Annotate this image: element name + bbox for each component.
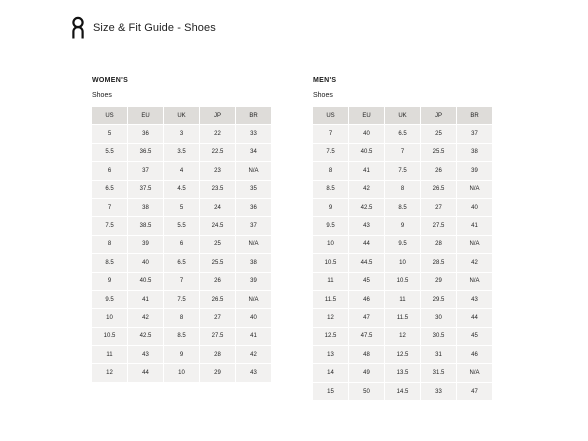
table-cell: 28 xyxy=(200,346,235,363)
table-cell: 39 xyxy=(128,236,163,253)
table-cell: 40.5 xyxy=(349,144,384,161)
table-row xyxy=(313,254,492,271)
table-cell: 8.5 xyxy=(385,199,420,216)
table-cell: 38 xyxy=(457,144,492,161)
table-cell: 12 xyxy=(92,364,127,381)
column-header-uk: UK xyxy=(164,107,199,124)
table-cell: 33 xyxy=(236,125,271,142)
table-cell: 11 xyxy=(92,346,127,363)
table-cell: 44.5 xyxy=(349,254,384,271)
table-row xyxy=(313,383,492,400)
womens-subtitle: Shoes xyxy=(92,92,112,99)
table-cell: 38.5 xyxy=(128,217,163,234)
column-header-us: US xyxy=(92,107,127,124)
table-row xyxy=(313,328,492,345)
table-cell: 27 xyxy=(200,309,235,326)
table-cell: 5 xyxy=(164,199,199,216)
table-cell: 31 xyxy=(421,346,456,363)
table-cell: 41 xyxy=(457,217,492,234)
table-cell: 6.5 xyxy=(385,125,420,142)
table-row xyxy=(92,236,271,253)
table-cell: 7 xyxy=(92,199,127,216)
table-header-row xyxy=(313,107,492,124)
table-cell: 22.5 xyxy=(200,144,235,161)
table-row xyxy=(313,291,492,308)
table-cell: 25 xyxy=(421,125,456,142)
table-cell: 50 xyxy=(349,383,384,400)
table-cell: 26.5 xyxy=(200,291,235,308)
table-cell: 11.5 xyxy=(385,309,420,326)
table-cell: 23 xyxy=(200,162,235,179)
womens-size-table xyxy=(91,106,272,383)
table-cell: 8.5 xyxy=(164,328,199,345)
table-cell: 28 xyxy=(421,236,456,253)
table-cell: 25.5 xyxy=(200,254,235,271)
table-cell: 5 xyxy=(92,125,127,142)
table-cell: N/A xyxy=(236,236,271,253)
table-cell: 6 xyxy=(164,236,199,253)
table-row xyxy=(92,328,271,345)
table-cell: 23.5 xyxy=(200,181,235,198)
table-cell: 47 xyxy=(457,383,492,400)
column-header-eu: EU xyxy=(128,107,163,124)
table-cell: 12.5 xyxy=(385,346,420,363)
table-cell: 7 xyxy=(164,273,199,290)
table-cell: 45 xyxy=(349,273,384,290)
table-row xyxy=(92,309,271,326)
table-cell: 36.5 xyxy=(128,144,163,161)
table-cell: 42.5 xyxy=(349,199,384,216)
table-cell: 7.5 xyxy=(164,291,199,308)
table-cell: 26 xyxy=(421,162,456,179)
table-cell: 49 xyxy=(349,364,384,381)
table-cell: 44 xyxy=(128,364,163,381)
table-cell: 42 xyxy=(236,346,271,363)
table-row xyxy=(313,309,492,326)
table-cell: 8 xyxy=(385,181,420,198)
table-cell: N/A xyxy=(457,364,492,381)
page-title: Size & Fit Guide - Shoes xyxy=(93,22,216,34)
table-cell: 42.5 xyxy=(128,328,163,345)
table-row xyxy=(92,291,271,308)
table-cell: 41 xyxy=(128,291,163,308)
table-cell: 40 xyxy=(128,254,163,271)
table-cell: 33 xyxy=(421,383,456,400)
table-cell: 42 xyxy=(457,254,492,271)
table-cell: 27 xyxy=(421,199,456,216)
column-header-us: US xyxy=(313,107,348,124)
table-row xyxy=(313,273,492,290)
column-header-br: BR xyxy=(236,107,271,124)
table-cell: 11 xyxy=(385,291,420,308)
page-header xyxy=(70,16,216,40)
table-cell: 41 xyxy=(236,328,271,345)
table-cell: 9.5 xyxy=(313,217,348,234)
table-cell: 37.5 xyxy=(128,181,163,198)
table-row xyxy=(313,217,492,234)
table-cell: 10 xyxy=(313,236,348,253)
table-cell: 41 xyxy=(349,162,384,179)
table-cell: 12 xyxy=(313,309,348,326)
table-cell: N/A xyxy=(457,181,492,198)
table-cell: 9.5 xyxy=(385,236,420,253)
table-cell: 43 xyxy=(128,346,163,363)
table-cell: 44 xyxy=(349,236,384,253)
table-row xyxy=(92,273,271,290)
table-cell: 10 xyxy=(164,364,199,381)
table-cell: 45 xyxy=(457,328,492,345)
table-cell: 10 xyxy=(92,309,127,326)
table-cell: 37 xyxy=(457,125,492,142)
table-cell: 3 xyxy=(164,125,199,142)
table-cell: 28.5 xyxy=(421,254,456,271)
table-cell: 11.5 xyxy=(313,291,348,308)
table-cell: 10.5 xyxy=(385,273,420,290)
table-row xyxy=(92,162,271,179)
table-cell: 14.5 xyxy=(385,383,420,400)
table-cell: 3.5 xyxy=(164,144,199,161)
table-cell: 38 xyxy=(236,254,271,271)
table-cell: 4.5 xyxy=(164,181,199,198)
table-cell: 25 xyxy=(200,236,235,253)
mens-size-table xyxy=(312,106,493,401)
table-cell: 11 xyxy=(313,273,348,290)
table-cell: N/A xyxy=(236,291,271,308)
column-header-uk: UK xyxy=(385,107,420,124)
table-cell: 42 xyxy=(349,181,384,198)
table-cell: 7.5 xyxy=(92,217,127,234)
table-cell: 27.5 xyxy=(421,217,456,234)
column-header-br: BR xyxy=(457,107,492,124)
table-cell: 43 xyxy=(457,291,492,308)
table-row xyxy=(92,254,271,271)
table-cell: 6.5 xyxy=(164,254,199,271)
table-cell: 9 xyxy=(313,199,348,216)
table-cell: 48 xyxy=(349,346,384,363)
table-cell: 40.5 xyxy=(128,273,163,290)
table-cell: 5.5 xyxy=(92,144,127,161)
table-cell: 42 xyxy=(128,309,163,326)
table-cell: 29.5 xyxy=(421,291,456,308)
mens-section xyxy=(313,76,493,401)
table-cell: 6 xyxy=(92,162,127,179)
table-cell: 29 xyxy=(421,273,456,290)
table-row xyxy=(313,364,492,381)
table-row xyxy=(92,217,271,234)
table-row xyxy=(313,346,492,363)
table-cell: 6.5 xyxy=(92,181,127,198)
table-cell: 9 xyxy=(92,273,127,290)
table-cell: 47.5 xyxy=(349,328,384,345)
table-cell: 26.5 xyxy=(421,181,456,198)
table-cell: 46 xyxy=(457,346,492,363)
table-cell: 30 xyxy=(421,309,456,326)
table-row xyxy=(313,125,492,142)
table-cell: 10.5 xyxy=(92,328,127,345)
womens-section xyxy=(92,76,272,383)
table-cell: 9.5 xyxy=(92,291,127,308)
column-header-jp: JP xyxy=(421,107,456,124)
table-cell: 4 xyxy=(164,162,199,179)
table-header-row xyxy=(92,107,271,124)
table-cell: 8 xyxy=(92,236,127,253)
table-cell: 5.5 xyxy=(164,217,199,234)
table-cell: 14 xyxy=(313,364,348,381)
table-cell: 8 xyxy=(164,309,199,326)
table-cell: 34 xyxy=(236,144,271,161)
table-cell: 43 xyxy=(236,364,271,381)
mens-title: MEN'S xyxy=(313,77,337,84)
table-cell: 35 xyxy=(236,181,271,198)
table-cell: 12.5 xyxy=(313,328,348,345)
table-row xyxy=(92,144,271,161)
table-cell: 13.5 xyxy=(385,364,420,381)
table-row xyxy=(313,199,492,216)
table-cell: 36 xyxy=(236,199,271,216)
table-cell: 31.5 xyxy=(421,364,456,381)
table-cell: 12 xyxy=(385,328,420,345)
table-row xyxy=(92,125,271,142)
table-cell: 8.5 xyxy=(92,254,127,271)
on-logo-icon xyxy=(70,16,86,40)
table-cell: 9 xyxy=(385,217,420,234)
table-cell: 40 xyxy=(457,199,492,216)
table-cell: 39 xyxy=(457,162,492,179)
table-row xyxy=(92,181,271,198)
table-cell: 22 xyxy=(200,125,235,142)
table-cell: 8 xyxy=(313,162,348,179)
table-cell: N/A xyxy=(457,273,492,290)
table-row xyxy=(313,236,492,253)
table-row xyxy=(313,144,492,161)
table-cell: 27.5 xyxy=(200,328,235,345)
table-cell: 37 xyxy=(236,217,271,234)
table-cell: 13 xyxy=(313,346,348,363)
table-cell: 39 xyxy=(236,273,271,290)
table-cell: 40 xyxy=(349,125,384,142)
table-row xyxy=(313,181,492,198)
table-cell: 38 xyxy=(128,199,163,216)
table-row xyxy=(92,199,271,216)
table-row xyxy=(92,364,271,381)
table-cell: 24.5 xyxy=(200,217,235,234)
table-cell: 15 xyxy=(313,383,348,400)
table-cell: 24 xyxy=(200,199,235,216)
table-cell: 8.5 xyxy=(313,181,348,198)
table-cell: 10 xyxy=(385,254,420,271)
table-cell: N/A xyxy=(236,162,271,179)
table-cell: 9 xyxy=(164,346,199,363)
table-cell: 7.5 xyxy=(313,144,348,161)
table-row xyxy=(92,346,271,363)
table-cell: 40 xyxy=(236,309,271,326)
table-cell: 47 xyxy=(349,309,384,326)
table-cell: 36 xyxy=(128,125,163,142)
column-header-eu: EU xyxy=(349,107,384,124)
table-cell: 7 xyxy=(385,144,420,161)
table-cell: 7.5 xyxy=(385,162,420,179)
womens-title: WOMEN'S xyxy=(92,77,129,84)
table-cell: 29 xyxy=(200,364,235,381)
table-cell: 25.5 xyxy=(421,144,456,161)
table-cell: 30.5 xyxy=(421,328,456,345)
table-cell: N/A xyxy=(457,236,492,253)
table-cell: 43 xyxy=(349,217,384,234)
table-cell: 46 xyxy=(349,291,384,308)
table-cell: 26 xyxy=(200,273,235,290)
table-cell: 7 xyxy=(313,125,348,142)
table-row xyxy=(313,162,492,179)
mens-subtitle: Shoes xyxy=(313,92,333,99)
table-cell: 10.5 xyxy=(313,254,348,271)
table-cell: 44 xyxy=(457,309,492,326)
column-header-jp: JP xyxy=(200,107,235,124)
table-cell: 37 xyxy=(128,162,163,179)
